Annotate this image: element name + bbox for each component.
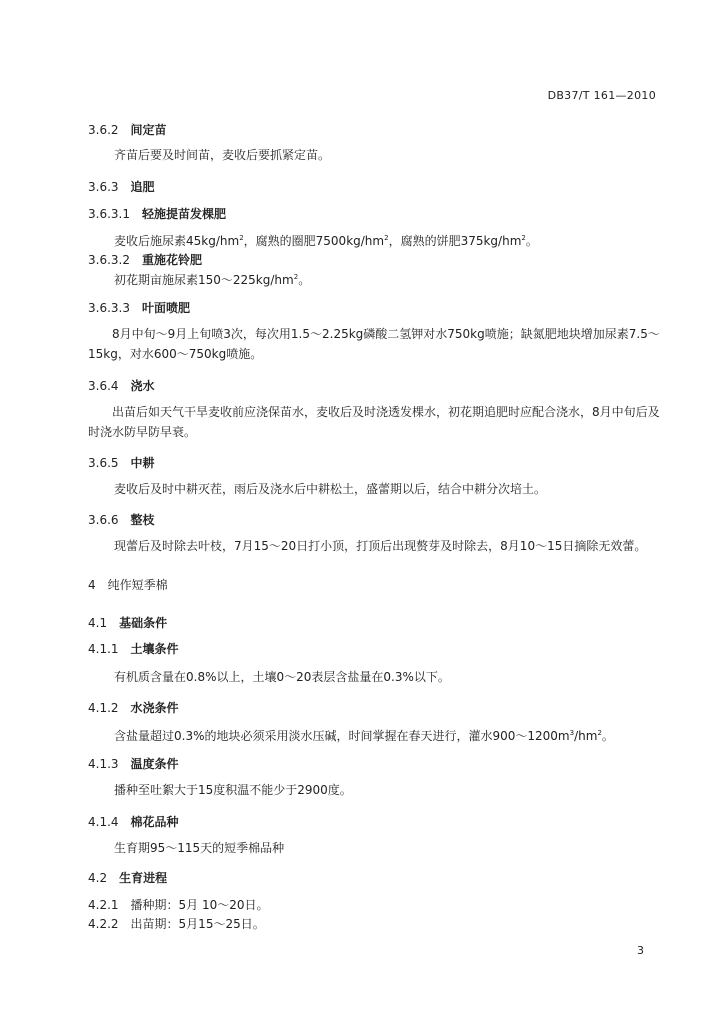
section-title: 基础条件: [119, 616, 168, 630]
paragraph-4-1-1: 有机质含量在0.8%以上，土壤0～20表层含盐量在0.3%以下。: [114, 670, 450, 684]
section-title: 浇水: [130, 379, 155, 393]
paragraph-3-6-6: 现蕾后及时除去叶枝，7月15～20日打小顶，打顶后出现赘芽及时除去，8月10～15日摘除无效蕾。: [114, 539, 647, 553]
heading-4-1-4: [88, 813, 179, 830]
heading-4-1: [88, 614, 167, 631]
paragraph-4-1-2: 含盐量超过0.3%的地块必须采用淡水压碱，时间掌握在春天进行，灌水$900\sim 1200m^3/hm^2$。: [114, 729, 614, 743]
section-number: 4.1: [88, 616, 108, 630]
section-number: 4.2: [88, 871, 108, 885]
heading-3-6-6: [88, 511, 155, 528]
section-number: 4.1.4: [88, 815, 119, 829]
section-number: 3.6.2: [88, 123, 119, 137]
section-title: 播种期：5月 10～20日。: [130, 898, 269, 912]
paragraph-3-6-3-3: 8月中旬～9月上旬喷3次，每次用1.5～2.25kg磷酸二氢钾对水750kg喷施；缺氮肥地块增加尿素7.5～15kg，对水600～750kg喷施。: [88, 327, 660, 361]
section-number: 4.1.3: [88, 757, 119, 771]
section-number: 4.2.2: [88, 917, 119, 931]
section-number: 3.6.3.1: [88, 207, 130, 221]
section-title: 叶面喷肥: [141, 301, 190, 315]
section-number: 4.1.2: [88, 701, 119, 715]
heading-4-2: [88, 869, 167, 886]
heading-3-6-3-2: [88, 251, 202, 268]
document-code: DB37/T 161—2010: [547, 89, 656, 102]
paragraph-4-1-3: 播种至吐絮大于15度积温不能少于2900度。: [114, 783, 352, 797]
item-4-2-1: [88, 896, 269, 913]
paragraph-3-6-2: 齐苗后要及时间苗，麦收后要抓紧定苗。: [114, 148, 331, 162]
section-number: 3.6.5: [88, 456, 119, 470]
section-title: 间定苗: [130, 123, 167, 137]
section-number: 3.6.3.2: [88, 253, 130, 267]
paragraph-3-6-4: 出苗后如天气干旱麦收前应浇保苗水，麦收后及时浇透发棵水，初花期追肥时应配合浇水，8月中旬后及时浇水防早防早衰。: [88, 405, 660, 439]
paragraph-3-6-3-1: 麦收后施尿素$45kg/hm^2$，腐熟的圈肥$7500kg/hm^2$，腐熟的饼肥$375kg/hm^2$。: [114, 234, 538, 248]
section-title: 温度条件: [130, 757, 179, 771]
item-4-2-2: [88, 915, 265, 932]
section-title: 轻施提苗发棵肥: [141, 207, 226, 221]
paragraph-3-6-5: 麦收后及时中耕灭茬，雨后及浇水后中耕松土，盛蕾期以后，结合中耕分次培土。: [114, 482, 547, 496]
section-title: 水浇条件: [130, 701, 179, 715]
section-number: 3.6.3: [88, 180, 119, 194]
heading-3-6-3-1: [88, 205, 226, 222]
paragraph-3-6-3-2: 初花期亩施尿素$150\sim 225kg/hm^2$。: [114, 273, 311, 287]
section-number: 3.6.4: [88, 379, 119, 393]
section-title: 重施花铃肥: [141, 253, 202, 267]
section-number: 3.6.6: [88, 513, 119, 527]
heading-4-1-3: [88, 755, 179, 772]
section-number: 4.2.1: [88, 898, 119, 912]
section-title: 纯作短季棉: [107, 578, 168, 592]
section-title: 棉花品种: [130, 815, 179, 829]
heading-3-6-5: [88, 454, 155, 471]
section-title: 追肥: [130, 180, 155, 194]
section-title: 整枝: [130, 513, 155, 527]
section-number: 4: [88, 578, 96, 592]
chapter-4-heading: [88, 576, 168, 593]
section-number: 3.6.3.3: [88, 301, 130, 315]
heading-3-6-2: [88, 121, 167, 138]
section-title: 生育进程: [119, 871, 168, 885]
heading-4-1-1: [88, 640, 179, 657]
heading-3-6-3-3: [88, 299, 190, 316]
section-number: 4.1.1: [88, 642, 119, 656]
section-title: 土壤条件: [130, 642, 179, 656]
section-title: 出苗期：5月15～25日。: [130, 917, 265, 931]
heading-3-6-4: [88, 377, 155, 394]
page-number: 3: [637, 944, 644, 957]
heading-3-6-3: [88, 178, 155, 195]
paragraph-4-1-4: 生育期95～115天的短季棉品种: [114, 841, 285, 855]
heading-4-1-2: [88, 699, 179, 716]
section-title: 中耕: [130, 456, 155, 470]
